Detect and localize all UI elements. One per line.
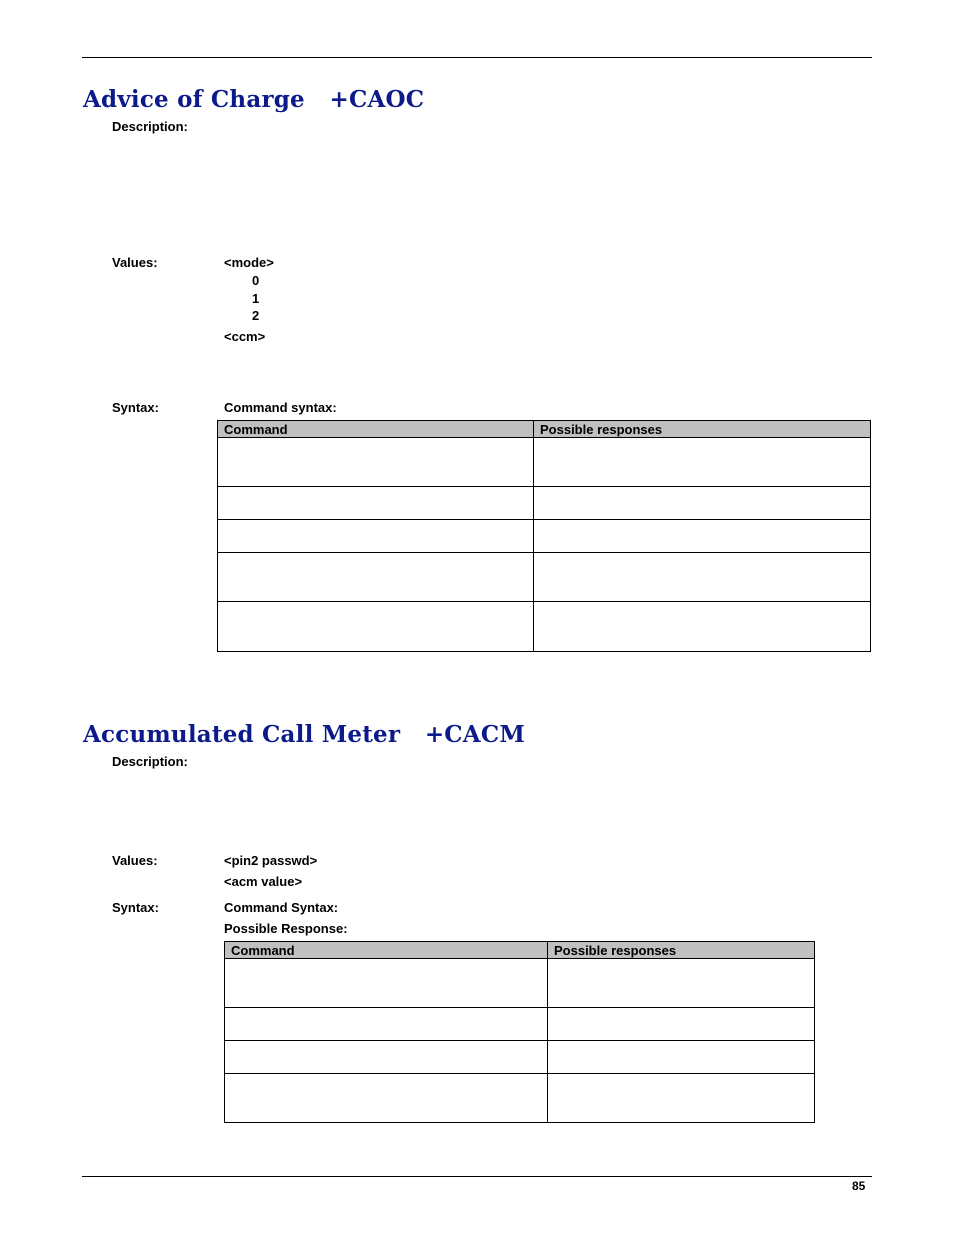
column-header-responses: Possible responses (548, 942, 815, 959)
table-cell (534, 438, 871, 487)
syntax-label: Syntax: (112, 900, 159, 915)
header-rule (82, 57, 872, 58)
description-label: Description: (112, 119, 188, 134)
table-cell (534, 487, 871, 520)
table-cell (225, 1074, 548, 1123)
syntax-line: Command Syntax: (224, 900, 339, 915)
table-cell (548, 1008, 815, 1041)
table-cell (218, 602, 534, 652)
table-cell (225, 959, 548, 1008)
value-param: <acm value> (224, 874, 303, 889)
table-cell (218, 520, 534, 553)
table-row (225, 1008, 815, 1041)
table-cell (218, 553, 534, 602)
column-header-command: Command (218, 421, 534, 438)
table-cell (225, 1008, 548, 1041)
value-param: <pin2 passwd> (224, 853, 318, 868)
table-row (225, 1041, 815, 1074)
section-heading-cacm (83, 721, 525, 748)
command-table (217, 420, 871, 652)
footer-rule (82, 1176, 872, 1177)
value-param: <mode> (224, 255, 274, 270)
table-row (225, 1074, 815, 1123)
table-row (218, 438, 871, 487)
table-row (225, 959, 815, 1008)
values-label: Values: (112, 853, 158, 868)
table-cell (548, 959, 815, 1008)
heading-title: Advice of Charge (83, 86, 305, 113)
syntax-line: Command syntax: (224, 400, 337, 415)
table-cell (534, 553, 871, 602)
heading-title: Accumulated Call Meter (83, 721, 401, 748)
table-cell (225, 1041, 548, 1074)
table-cell (218, 487, 534, 520)
value-option: 0 (252, 273, 260, 288)
table-row (218, 520, 871, 553)
table-cell (548, 1041, 815, 1074)
table-row (218, 487, 871, 520)
table-header-row (225, 942, 815, 959)
table-cell (218, 438, 534, 487)
heading-command: +CAOC (329, 86, 425, 113)
table-header-row (218, 421, 871, 438)
description-label: Description: (112, 754, 188, 769)
command-table (224, 941, 815, 1123)
value-param: <ccm> (224, 329, 266, 344)
value-option: 1 (252, 291, 260, 306)
syntax-label: Syntax: (112, 400, 159, 415)
column-header-command: Command (225, 942, 548, 959)
table-cell (534, 602, 871, 652)
section-heading-caoc (83, 86, 424, 113)
table-cell (548, 1074, 815, 1123)
value-option: 2 (252, 308, 260, 323)
values-label: Values: (112, 255, 158, 270)
heading-command: +CACM (424, 721, 525, 748)
column-header-responses: Possible responses (534, 421, 871, 438)
syntax-line: Possible Response: (224, 921, 348, 936)
table-row (218, 602, 871, 652)
page-number: 85 (852, 1179, 866, 1193)
table-row (218, 553, 871, 602)
table-cell (534, 520, 871, 553)
